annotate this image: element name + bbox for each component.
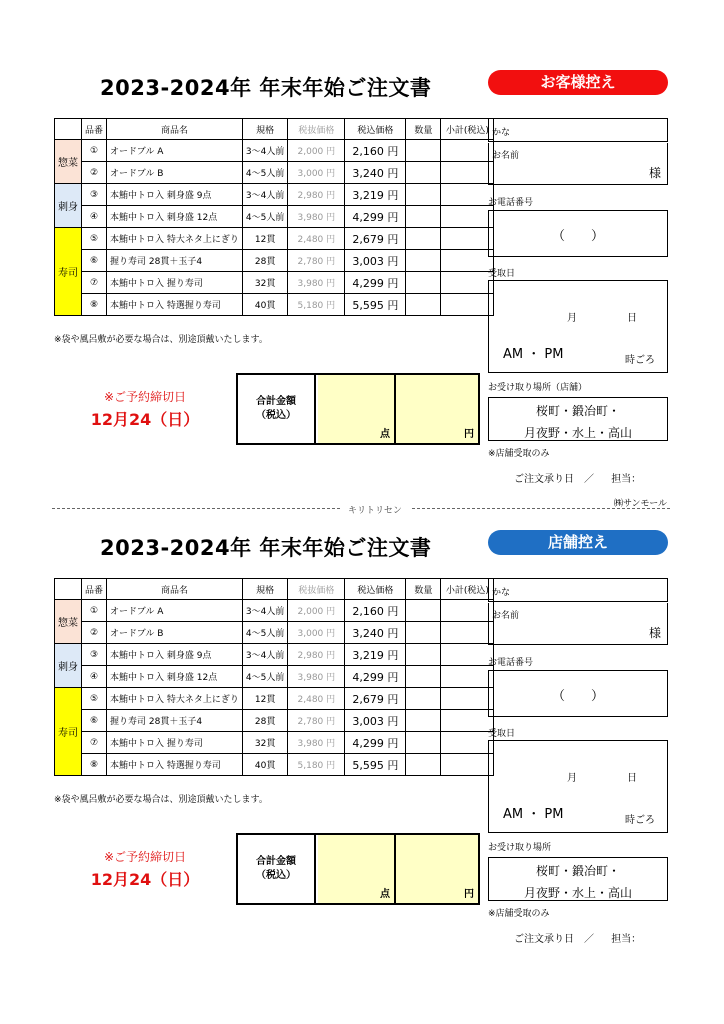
- company-name: ㈱サンモール: [614, 499, 668, 509]
- pickup-date-field[interactable]: 月 日 AM ・ PM 時ごろ: [488, 280, 668, 373]
- subtotal-cell[interactable]: [441, 732, 494, 754]
- form-title: 2023-2024年 年末年始ご注文書: [100, 536, 432, 560]
- header-in-price: 税込価格: [345, 119, 406, 140]
- qty-cell[interactable]: [406, 710, 441, 732]
- name-field[interactable]: お名前 様: [488, 143, 668, 185]
- header-spec: 規格: [242, 119, 287, 140]
- tel-label: お電話番号: [488, 658, 534, 668]
- qty-cell[interactable]: [406, 294, 441, 316]
- header-name: 商品名: [107, 579, 243, 600]
- subtotal-cell[interactable]: [441, 644, 494, 666]
- subtotal-cell[interactable]: [441, 184, 494, 206]
- place-label: お受け取り場所: [488, 843, 552, 853]
- subtotal-cell[interactable]: [441, 754, 494, 776]
- table-row: ④ 本鮪中トロ入 刺身盛 12点 4～5人前 3,980 円 4,299 円: [55, 666, 494, 688]
- deadline: [80, 848, 210, 890]
- qty-cell[interactable]: [406, 644, 441, 666]
- pickup-date-field[interactable]: 月 日 AM ・ PM 時ごろ: [488, 740, 668, 833]
- table-row: ④ 本鮪中トロ入 刺身盛 12点 4～5人前 3,980 円 4,299 円: [55, 206, 494, 228]
- table-row: 刺身 ③ 本鮪中トロ入 刺身盛 9点 3～4人前 2,980 円 3,219 円: [55, 644, 494, 666]
- subtotal-cell[interactable]: [441, 294, 494, 316]
- total-box: [236, 373, 480, 445]
- table-row: ⑥ 握り寿司 28貫＋玉子4 28貫 2,780 円 3,003 円: [55, 250, 494, 272]
- deadline-label: ※ご予約締切日: [103, 850, 187, 864]
- category-sushi: 寿司: [55, 688, 82, 776]
- bag-note: ※袋や風呂敷が必要な場合は、別途頂戴いたします。: [54, 795, 268, 805]
- cut-line-label: キリトリセン: [340, 503, 410, 516]
- qty-cell[interactable]: [406, 140, 441, 162]
- header-spec: 規格: [242, 579, 287, 600]
- store-copy: [0, 460, 724, 945]
- total-label: 合計金額 （税込）: [238, 375, 316, 443]
- qty-cell[interactable]: [406, 184, 441, 206]
- category-sashimi: 刺身: [55, 644, 82, 688]
- table-row: ⑧ 本鮪中トロ入 特選握り寿司 40貫 5,180 円 5,595 円: [55, 754, 494, 776]
- name-field[interactable]: お名前 様: [488, 603, 668, 645]
- kana-field[interactable]: かな: [488, 118, 668, 142]
- total-qty-field[interactable]: 点: [318, 375, 396, 443]
- subtotal-cell[interactable]: [441, 206, 494, 228]
- qty-cell[interactable]: [406, 272, 441, 294]
- subtotal-cell[interactable]: [441, 688, 494, 710]
- header-ex-price: 税抜価格: [288, 119, 345, 140]
- customer-copy-badge: お客様控え: [488, 70, 668, 95]
- order-date-staff: ご注文承り日 ／ 担当：: [514, 474, 642, 485]
- qty-cell[interactable]: [406, 162, 441, 184]
- order-date-staff: ご注文承り日 ／ 担当：: [514, 934, 642, 945]
- pickup-only-note: ※店舗受取のみ: [488, 449, 550, 459]
- order-table: [54, 578, 494, 776]
- header-subtotal: 小計(税込): [441, 579, 494, 600]
- table-row: 刺身 ③ 本鮪中トロ入 刺身盛 9点 3～4人前 2,980 円 3,219 円: [55, 184, 494, 206]
- qty-cell[interactable]: [406, 688, 441, 710]
- header-no: 品番: [82, 119, 107, 140]
- table-row: ⑥ 握り寿司 28貫＋玉子4 28貫 2,780 円 3,003 円: [55, 710, 494, 732]
- total-amount-field[interactable]: 円: [396, 375, 478, 443]
- tel-label: お電話番号: [488, 198, 534, 208]
- customer-copy: [0, 0, 724, 485]
- header-in-price: 税込価格: [345, 579, 406, 600]
- category-sushi: 寿司: [55, 228, 82, 316]
- table-row: ⑦ 本鮪中トロ入 握り寿司 32貫 3,980 円 4,299 円: [55, 732, 494, 754]
- qty-cell[interactable]: [406, 600, 441, 622]
- table-row: ⑧ 本鮪中トロ入 特選握り寿司 40貫 5,180 円 5,595 円: [55, 294, 494, 316]
- tel-field[interactable]: （ ）: [488, 670, 668, 717]
- table-row: ② オードブル B 4～5人前 3,000 円 3,240 円: [55, 162, 494, 184]
- subtotal-cell[interactable]: [441, 162, 494, 184]
- header-ex-price: 税抜価格: [288, 579, 345, 600]
- qty-cell[interactable]: [406, 666, 441, 688]
- table-row: 寿司 ⑤ 本鮪中トロ入 特大ネタ上にぎり 12貫 2,480 円 2,679 円: [55, 228, 494, 250]
- category-sozai: 惣菜: [55, 140, 82, 184]
- table-row: ② オードブル B 4～5人前 3,000 円 3,240 円: [55, 622, 494, 644]
- qty-cell[interactable]: [406, 250, 441, 272]
- pickup-place-field[interactable]: 桜町・鍛冶町・ 月夜野・水上・高山: [488, 397, 668, 441]
- subtotal-cell[interactable]: [441, 622, 494, 644]
- header-no: 品番: [82, 579, 107, 600]
- category-sashimi: 刺身: [55, 184, 82, 228]
- order-table: [54, 118, 494, 316]
- qty-cell[interactable]: [406, 206, 441, 228]
- qty-cell[interactable]: [406, 228, 441, 250]
- total-amount-field[interactable]: 円: [396, 835, 478, 903]
- table-row: 惣菜 ① オードブル A 3～4人前 2,000 円 2,160 円: [55, 140, 494, 162]
- subtotal-cell[interactable]: [441, 710, 494, 732]
- form-title: 2023-2024年 年末年始ご注文書: [100, 76, 432, 100]
- total-box: [236, 833, 480, 905]
- total-qty-field[interactable]: 点: [318, 835, 396, 903]
- kana-field[interactable]: かな: [488, 578, 668, 602]
- date-label: 受取日: [488, 729, 516, 739]
- bag-note: ※袋や風呂敷が必要な場合は、別途頂戴いたします。: [54, 335, 268, 345]
- subtotal-cell[interactable]: [441, 140, 494, 162]
- subtotal-cell[interactable]: [441, 272, 494, 294]
- table-row: ⑦ 本鮪中トロ入 握り寿司 32貫 3,980 円 4,299 円: [55, 272, 494, 294]
- subtotal-cell[interactable]: [441, 250, 494, 272]
- place-label: お受け取り場所（店舗）: [488, 383, 588, 393]
- header-name: 商品名: [107, 119, 243, 140]
- table-row: 寿司 ⑤ 本鮪中トロ入 特大ネタ上にぎり 12貫 2,480 円 2,679 円: [55, 688, 494, 710]
- category-sozai: 惣菜: [55, 600, 82, 644]
- subtotal-cell[interactable]: [441, 600, 494, 622]
- deadline-date: 12月24（日）: [90, 870, 200, 889]
- qty-cell[interactable]: [406, 732, 441, 754]
- deadline: [80, 388, 210, 430]
- qty-cell[interactable]: [406, 754, 441, 776]
- deadline-label: ※ご予約締切日: [103, 390, 187, 404]
- deadline-date: 12月24（日）: [90, 410, 200, 429]
- pickup-only-note: ※店舗受取のみ: [488, 909, 550, 919]
- subtotal-cell[interactable]: [441, 228, 494, 250]
- date-label: 受取日: [488, 269, 516, 279]
- header-qty: 数量: [406, 119, 441, 140]
- total-label: 合計金額 （税込）: [238, 835, 316, 903]
- tel-field[interactable]: （ ）: [488, 210, 668, 257]
- qty-cell[interactable]: [406, 622, 441, 644]
- subtotal-cell[interactable]: [441, 666, 494, 688]
- header-qty: 数量: [406, 579, 441, 600]
- header-subtotal: 小計(税込): [441, 119, 494, 140]
- table-row: 惣菜 ① オードブル A 3～4人前 2,000 円 2,160 円: [55, 600, 494, 622]
- pickup-place-field[interactable]: 桜町・鍛冶町・ 月夜野・水上・高山: [488, 857, 668, 901]
- store-copy-badge: 店舗控え: [488, 530, 668, 555]
